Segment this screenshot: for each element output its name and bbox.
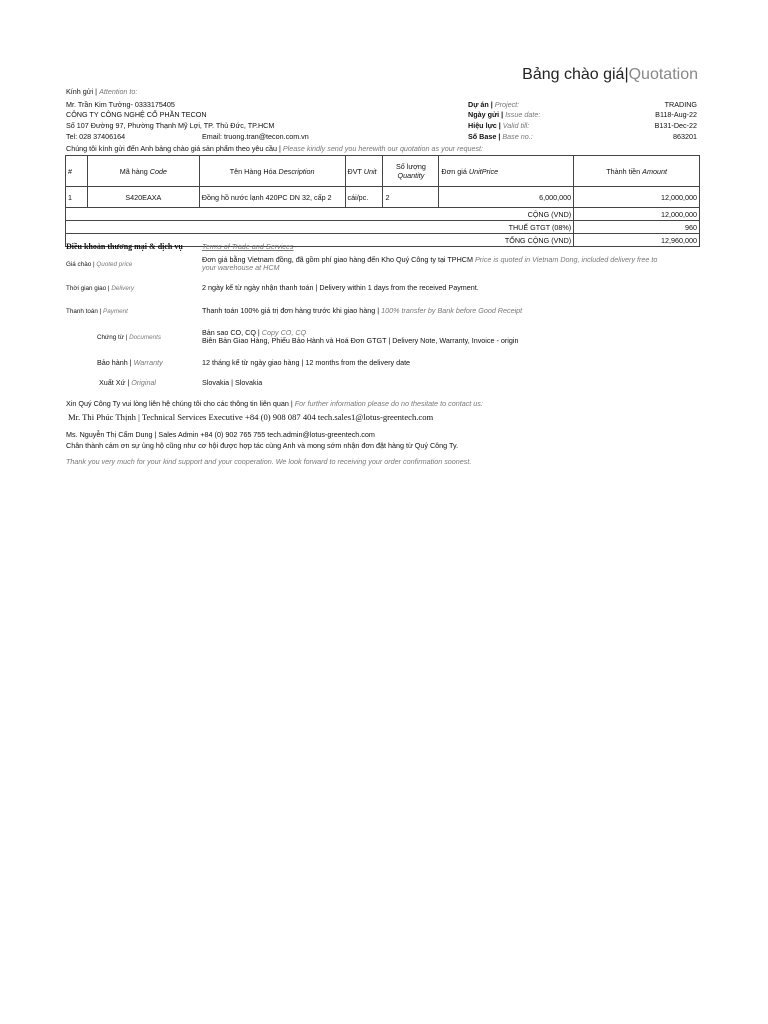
cell-code: S420EAXA <box>87 187 199 208</box>
attention-line <box>66 87 137 96</box>
page-title <box>522 66 698 84</box>
meta-base-value: 863201 <box>673 132 697 141</box>
recipient-address: Số 107 Đường 97, Phường Thạnh Mỹ Lợi, TP. Thủ Đức, TP.HCM <box>66 121 275 130</box>
term-label-delivery: Thời gian giao | Delivery <box>66 285 135 292</box>
meta-project-label: Dự án | Project: <box>468 100 520 109</box>
header-no: # <box>66 156 88 187</box>
header-desc: Tên Hàng Hóa Description <box>199 156 345 187</box>
quotation-table <box>65 155 700 247</box>
meta-valid-value: B131-Dec-22 <box>654 121 697 130</box>
terms-heading: Điều khoản thương mại & dịch vụ <box>66 242 183 251</box>
term-label-documents: Chứng từ | Documents <box>97 334 161 341</box>
term-label-payment: Thanh toán | Payment <box>66 308 128 315</box>
meta-project-value: TRADING <box>664 100 697 109</box>
header-price: Đơn giá UnitPrice <box>439 156 574 187</box>
term-label-price: Giá chào | Quoted price <box>66 261 133 268</box>
meta-issue-label: Ngày gửi | Issue date: <box>468 110 541 119</box>
thanks-en: Thank you very much for your kind support and your cooperation. We look forward to receiving your order confirmation soonest. <box>66 457 472 466</box>
summary-row-vat: THUẾ GTGT (08%) 960 <box>66 221 700 234</box>
thanks-vi: Chân thành cảm ơn sự ủng hộ cũng như cơ hội được hợp tác cùng Anh và mong sớm nhận đơn đặt hàng từ Quý Công Ty. <box>66 441 459 450</box>
cell-amount: 12,000,000 <box>574 187 700 208</box>
title-en: Quotation <box>628 66 698 83</box>
cell-qty: 2 <box>383 187 439 208</box>
table-row <box>66 187 700 208</box>
summary-row-total: TỔNG CỘNG (VND) 12,960,000 <box>66 234 700 247</box>
term-value-payment: Thanh toán 100% giá trị đơn hàng trước khi giao hàng | 100% transfer by Bank before Good Receipt <box>202 306 523 315</box>
meta-issue-value: B118-Aug-22 <box>655 110 697 119</box>
term-value-documents: Bản sao CO, CQ | Copy CO, CQ Biên Bản Giao Hàng, Phiếu Bảo Hành và Hoá Đơn GTGT | Delivery Note, Warranty, Invoice - origin <box>202 328 519 345</box>
cell-price: 6,000,000 <box>439 187 574 208</box>
title-separator: | <box>624 66 629 83</box>
intro-line: Chúng tôi kính gửi đến Anh bảng chào giá sản phẩm theo yêu cầu | Please kindly send you herewith our quotation as your request: <box>66 144 484 153</box>
header-qty: Số lượng Quantity <box>383 156 439 187</box>
term-label-origin: Xuất Xứ | Original <box>99 378 157 387</box>
meta-base-label: Số Base | Base no.: <box>468 132 533 141</box>
cell-desc: Đồng hồ nước lạnh 420PC DN 32, cấp 2 <box>199 187 345 208</box>
attention-label-en: Attention to: <box>99 87 138 96</box>
term-value-warranty: 12 tháng kể từ ngày giao hàng | 12 months from the delivery date <box>202 358 411 367</box>
term-value-origin: Slovakia | Slovakia <box>202 378 263 387</box>
contact-person-2: Ms. Nguyễn Thị Cẩm Dung | Sales Admin +84 (0) 902 765 755 tech.admin@lotus-greentech.com <box>66 430 375 439</box>
header-code: Mã hàng Code <box>87 156 199 187</box>
contact-person-1: Mr. Thi Phúc Thịnh | Technical Services Executive +84 (0) 908 087 404 tech.sales1@lotus-greentech.com <box>68 412 434 422</box>
title-vi: Bảng chào giá <box>522 66 625 83</box>
contact-intro: Xin Quý Công Ty vui lòng liên hệ chúng tôi cho các thông tin liên quan | For further information please do no thesitate to contact us: <box>66 399 483 408</box>
header-amount: Thành tiền Amount <box>574 156 700 187</box>
term-value-price: Đơn giá bằng Vietnam đồng, đã gồm phí giao hàng đến Kho Quý Công ty tại TPHCM Price is quoted in Vietnam Dong, included delivery free to your warehouse at HCM <box>202 255 658 272</box>
recipient-tel: Tel: 028 37406164 <box>66 132 126 141</box>
terms-heading-en: Terms of Trade and Services <box>202 242 294 251</box>
cell-no: 1 <box>66 187 88 208</box>
term-label-warranty: Bảo hành | Warranty <box>97 358 163 367</box>
table-header <box>66 156 700 187</box>
cell-unit: cái/pc. <box>345 187 383 208</box>
recipient-email: Email: truong.tran@tecon.com.vn <box>202 132 309 141</box>
header-unit: ĐVT Unit <box>345 156 383 187</box>
term-value-delivery: 2 ngày kể từ ngày nhận thanh toán | Delivery within 1 days from the received Payment. <box>202 283 479 292</box>
summary-row-subtotal: CỘNG (VND) 12,000,000 <box>66 208 700 221</box>
meta-valid-label: Hiệu lực | Valid till: <box>468 121 530 130</box>
attention-label: Kính gửi | <box>66 87 98 96</box>
recipient-name: Mr. Trần Kim Tưởng- 0333175405 <box>66 100 175 109</box>
recipient-company: CÔNG TY CÔNG NGHỆ CỔ PHẦN TECON <box>66 110 207 119</box>
